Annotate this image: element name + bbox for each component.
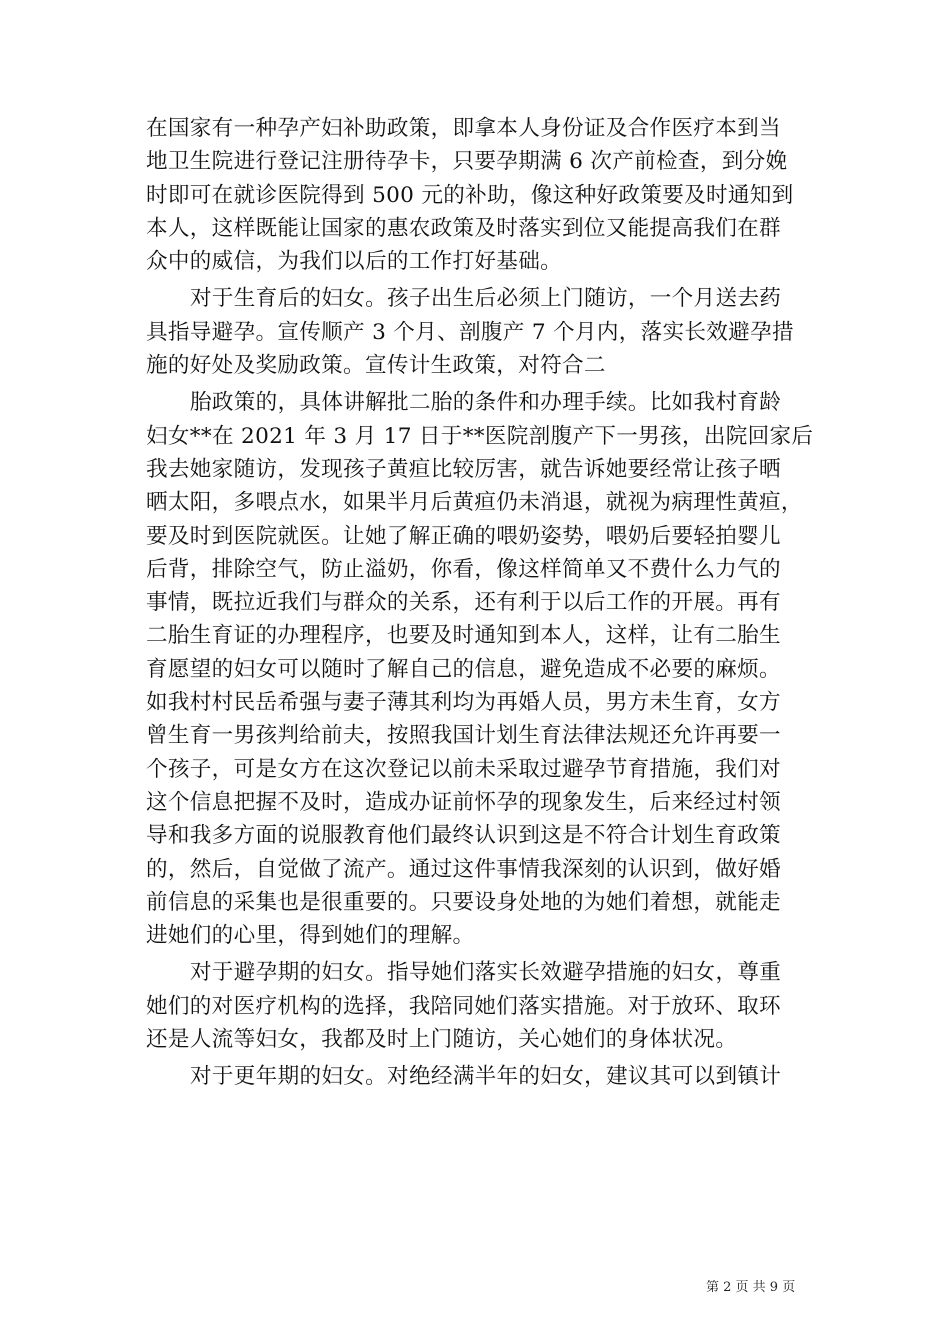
text-line: 她们的对医疗机构的选择，我陪同她们落实措施。对于放环、取环	[146, 993, 781, 1019]
text-line: 曾生育一男孩判给前夫，按照我国计划生育法律法规还允许再要一	[146, 723, 781, 749]
text-line: 要及时到医院就医。让她了解正确的喂奶姿势，喂奶后要轻拍婴儿	[146, 523, 781, 549]
document-body	[146, 112, 814, 1094]
text-line: 妇女**在 2021 年 3 月 17 日于**医院剖腹产下一男孩，出院回家后	[146, 423, 814, 449]
text-line: 具指导避孕。宣传顺产 3 个月、剖腹产 7 个月内，落实长效避孕措	[146, 319, 794, 345]
text-line: 个孩子，可是女方在这次登记以前未采取过避孕节育措施，我们对	[146, 756, 781, 782]
text-line: 地卫生院进行登记注册待孕卡，只要孕期满 6 次产前检查，到分娩	[146, 149, 788, 175]
text-line: 还是人流等妇女，我都及时上门随访，关心她们的身体状况。	[146, 1027, 738, 1053]
text-line: 在国家有一种孕产妇补助政策，即拿本人身份证及合作医疗本到当	[146, 116, 781, 141]
text-line: 事情，既拉近我们与群众的关系，还有利于以后工作的开展。再有	[146, 590, 781, 616]
paragraph-start-line: 对于生育后的妇女。孩子出生后必须上门随访，一个月送去药	[190, 286, 782, 312]
paragraph-start-line: 胎政策的，具体讲解批二胎的条件和办理手续。比如我村育龄	[190, 390, 782, 416]
text-line: 众中的威信，为我们以后的工作打好基础。	[146, 249, 562, 275]
text-line: 前信息的采集也是很重要的。只要设身处地的为她们着想，就能走	[146, 889, 781, 915]
text-line: 如我村村民岳希强与妻子薄其利均为再婚人员，男方未生育，女方	[146, 690, 781, 716]
text-line: 我去她家随访，发现孩子黄疸比较厉害，就告诉她要经常让孩子晒	[146, 456, 781, 482]
text-line: 晒太阳，多喂点水，如果半月后黄疸仍未消退，就视为病理性黄疸，	[146, 490, 803, 516]
paragraph-start-line: 对于避孕期的妇女。指导她们落实长效避孕措施的妇女，尊重	[190, 960, 782, 986]
page-number-footer: 第 2 页 共 9 页	[706, 1280, 796, 1295]
text-line: 二胎生育证的办理程序，也要及时通知到本人，这样，让有二胎生	[146, 623, 781, 649]
text-line: 施的好处及奖励政策。宣传计生政策，对符合二	[146, 353, 606, 379]
text-line: 进她们的心里，得到她们的理解。	[146, 923, 475, 949]
text-line: 的，然后，自觉做了流产。通过这件事情我深刻的认识到，做好婚	[146, 856, 781, 882]
paragraph-start-line: 对于更年期的妇女。对绝经满半年的妇女，建议其可以到镇计	[190, 1064, 782, 1090]
text-line: 导和我多方面的说服教育他们最终认识到这是不符合计划生育政策	[146, 823, 781, 849]
text-line: 本人，这样既能让国家的惠农政策及时落实到位又能提高我们在群	[146, 215, 781, 241]
text-line: 时即可在就诊医院得到 500 元的补助，像这种好政策要及时通知到	[146, 182, 794, 208]
text-line: 这个信息把握不及时，造成办证前怀孕的现象发生，后来经过村领	[146, 789, 781, 815]
text-line: 后背，排除空气，防止溢奶，你看，像这样简单又不费什么力气的	[146, 556, 781, 582]
text-line: 育愿望的妇女可以随时了解自己的信息，避免造成不必要的麻烦。	[146, 656, 781, 682]
